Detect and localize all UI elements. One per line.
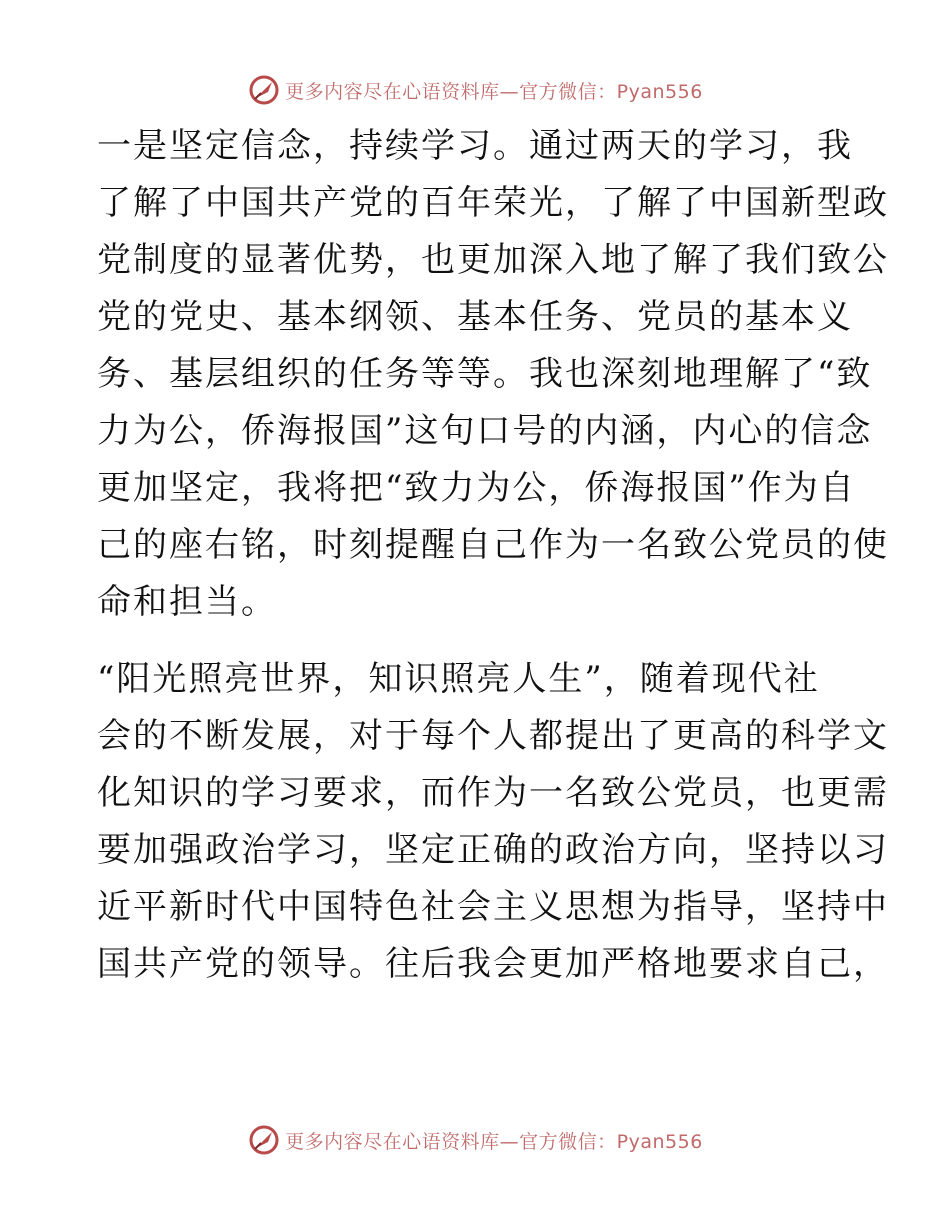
quill-logo-icon (247, 73, 281, 107)
text-line: 化知识的学习要求，而作为一名致公党员，也更需 (97, 773, 889, 813)
text-line: 己的座右铭，时刻提醒自己作为一名致公党员的使 (97, 525, 889, 565)
text-line: 会的不断发展，对于每个人都提出了更高的科学文 (97, 716, 889, 756)
header-banner-text: 更多内容尽在心语资料库—官方微信：Pyan556 (285, 80, 703, 103)
document-body (97, 118, 889, 993)
footer-banner (0, 1120, 950, 1160)
paragraph-spacer (97, 631, 857, 651)
text-line: 一是坚定信念，持续学习。通过两天的学习，我 (97, 126, 853, 166)
text-line: 了解了中国共产党的百年荣光，了解了中国新型政 (97, 183, 889, 223)
text-line: 国共产党的领导。往后我会更加严格地要求自己， (97, 944, 889, 984)
text-line: 要加强政治学习，坚定正确的政治方向，坚持以习 (97, 830, 889, 870)
text-line: 命和担当。 (97, 582, 277, 622)
text-line: “阳光照亮世界，知识照亮人生”，随着现代社 (97, 659, 820, 699)
footer-banner-text: 更多内容尽在心语资料库—官方微信：Pyan556 (285, 1130, 703, 1153)
paragraph-2 (97, 651, 889, 993)
paragraph-1 (97, 118, 889, 631)
text-line: 务、基层组织的任务等等。我也深刻地理解了“致 (97, 354, 873, 394)
quill-logo-icon (247, 1123, 281, 1157)
text-line: 党制度的显著优势，也更加深入地了解了我们致公 (97, 240, 889, 280)
text-line: 更加坚定，我将把“致力为公，侨海报国”作为自 (97, 468, 856, 508)
text-line: 力为公，侨海报国”这句口号的内涵，内心的信念 (97, 411, 873, 451)
text-line: 近平新时代中国特色社会主义思想为指导，坚持中 (97, 887, 889, 927)
header-banner (0, 70, 950, 110)
text-line: 党的党史、基本纲领、基本任务、党员的基本义 (97, 297, 853, 337)
